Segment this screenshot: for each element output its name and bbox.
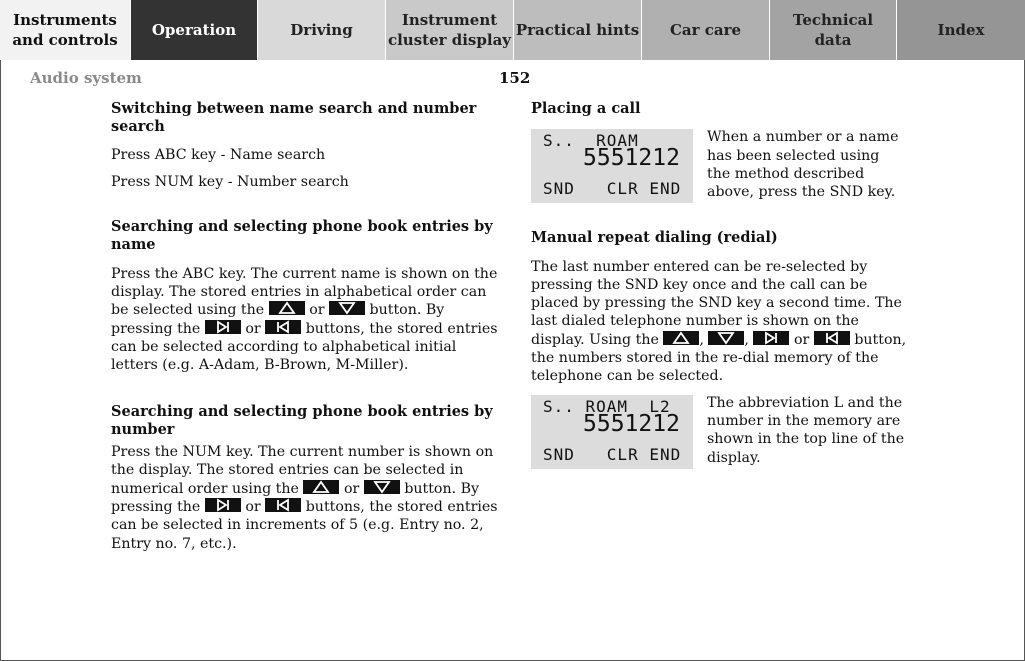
up-arrow-key-icon [663,331,699,345]
tab-technical-data[interactable]: Technical data [770,0,897,60]
paragraph-search-by-number: Press the NUM key. The current number is shown on the display. The stored entries can be selected in numerical order using the or button. By pressing the or buttons, the stored entries can be selected in increments of 5 (e.g. Entry no. 2, Entry no. 7, etc.). [111,444,498,552]
left-column [111,100,501,553]
heading-search-by-name: Searching and selecting phone book entries by name [111,218,493,254]
display-number: 5551212 [583,145,680,172]
heading-search-by-number: Searching and selecting phone book entries by number [111,402,493,438]
text-redial-display: The abbreviation L and the number in the memory are shown in the top line of the display. [707,394,905,466]
top-navigation [0,0,1025,60]
skip-back-key-icon [814,331,850,345]
tab-instrument-cluster-display[interactable]: Instrument cluster display [386,0,514,60]
display-number: 5551212 [583,410,680,437]
display-softkey-line: SND CLR END [543,444,682,464]
tab-practical-hints[interactable]: Practical hints [514,0,642,60]
tab-driving[interactable]: Driving [258,0,386,60]
display-status-line: S.. ROAM [543,131,639,151]
phone-display [531,395,693,469]
heading-switch-search: Switching between name search and number search [111,100,477,136]
paragraph-redial: The last number entered can be re-selected by pressing the SND key once and the call can be placed by pressing the SND key a second time. The last dialed telephone number is shown on the display. Using the , , or button, the numbers stored in the re-dial memory of the telephone can be selected. [531,258,907,385]
tab-car-care[interactable]: Car care [642,0,770,60]
skip-forward-key-icon [205,498,241,512]
display-status-line: S.. ROAM L2 [543,396,671,416]
skip-back-key-icon [265,320,301,334]
tab-index[interactable]: Index [897,0,1025,60]
skip-forward-key-icon [205,320,241,334]
heading-redial: Manual repeat dialing (redial) [531,229,778,247]
tab-instruments-and-controls[interactable]: Instruments and controls [0,0,131,60]
down-arrow-key-icon [329,301,365,315]
lcd-block-placing-call [531,129,916,203]
down-arrow-key-icon [708,331,744,345]
text-num-key: Press NUM key - Number search [111,173,349,190]
page-number: 152 [499,69,531,87]
display-softkey-line: SND CLR END [543,179,682,199]
paragraph-search-by-name: Press the ABC key. The current name is shown on the display. The stored entries in alphabetical order can be selected using the or button. By pressing the or buttons, the stored entries can be selected according to alphabetical initial letters (e.g. A-Adam, B-Brown, M-Miller). [111,265,498,374]
text-abc-key: Press ABC key - Name search [111,146,326,163]
lcd-block-redial [531,395,916,469]
section-title: Audio system [30,69,142,87]
skip-forward-key-icon [753,331,789,345]
skip-back-key-icon [265,498,301,512]
phone-display [531,129,693,203]
text-placing-call: When a number or a name has been selected using the method described above, press the SND key. [707,129,899,201]
up-arrow-key-icon [269,301,305,315]
tab-operation[interactable]: Operation [131,0,258,60]
right-column [531,100,916,469]
up-arrow-key-icon [303,480,339,494]
down-arrow-key-icon [364,480,400,494]
heading-placing-call: Placing a call [531,100,641,117]
